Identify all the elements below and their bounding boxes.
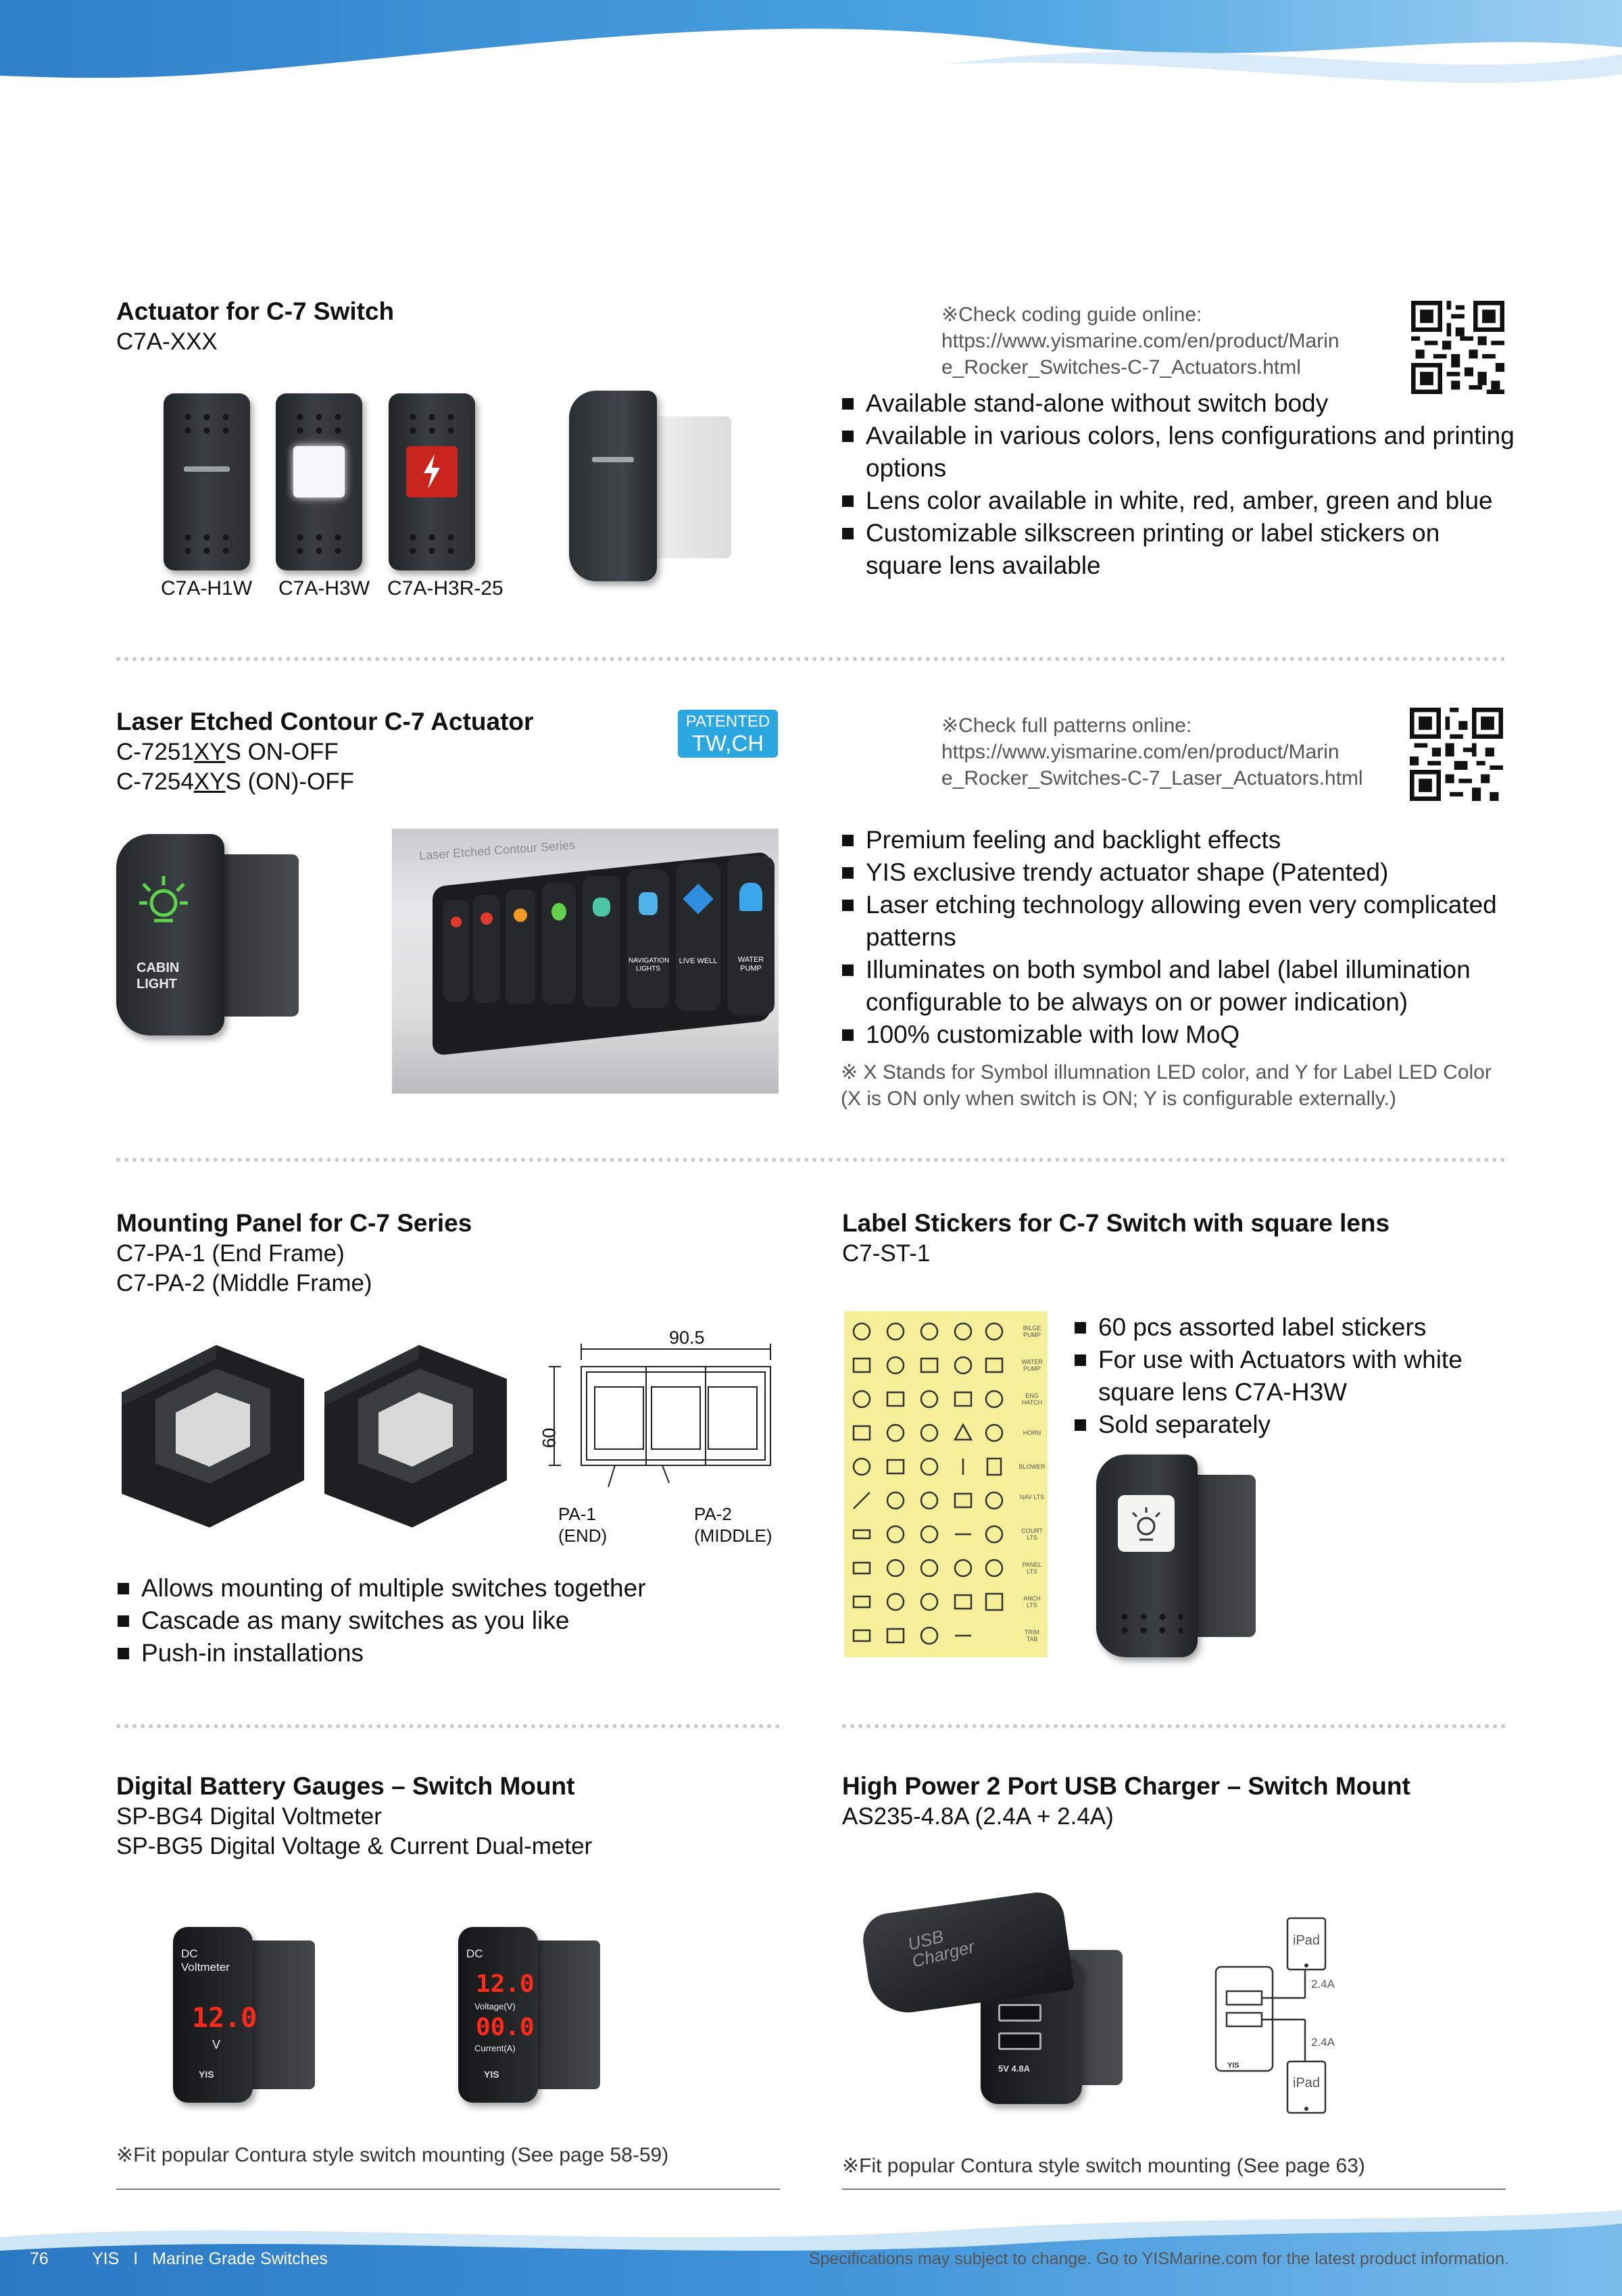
pa1-label	[558, 1503, 607, 1546]
sticker-label: PANEL LTS	[1022, 1561, 1042, 1575]
footer-brand-name: YIS	[92, 2249, 120, 2268]
caption-h3w: C7A-H3W	[278, 577, 370, 600]
gauge-text: Current(A)	[474, 2043, 516, 2053]
list-item: Sold separately	[1073, 1409, 1519, 1441]
section5-line1: SP-BG4 Digital Voltmeter	[116, 1803, 382, 1830]
list-item: Premium feeling and backlight effects	[841, 824, 1517, 856]
mounting-frames-image	[115, 1338, 527, 1541]
rule	[116, 2189, 780, 2190]
divider	[842, 1724, 1506, 1728]
section1-qr-note	[941, 301, 1340, 381]
section4-bullets	[1073, 1311, 1519, 1441]
footer-separator: I	[133, 2249, 139, 2268]
patented-badge	[678, 710, 778, 758]
cabin-light-icon	[137, 872, 191, 929]
list-item: Cascade as many switches as you like	[116, 1605, 792, 1637]
voltmeter-value: 12.0	[192, 2003, 257, 2034]
sticker-label: HORN	[1023, 1430, 1041, 1436]
actuator-h3r-image	[389, 393, 475, 570]
qr-note-line: ※Check coding guide online:	[941, 303, 1202, 326]
list-item: YIS exclusive trendy actuator shape (Patented)	[841, 856, 1517, 889]
list-item: 100% customizable with low MoQ	[841, 1019, 1517, 1051]
list-item: For use with Actuators with white square lens C7A-H3W	[1073, 1344, 1519, 1409]
amp-label: 2.4A	[1311, 1978, 1335, 1990]
divider	[116, 1158, 1506, 1162]
gauge-text: Voltmeter	[181, 1961, 230, 1974]
gauge-text: DC	[466, 1947, 483, 1960]
code-xy: XY	[193, 739, 226, 765]
code-prefix: C-7254	[116, 768, 194, 795]
footer-wave	[0, 2197, 1622, 2296]
sticker-label: BLOWER	[1018, 1463, 1046, 1470]
section3-title: Mounting Panel for C-7 Series	[116, 1209, 472, 1237]
laser-actuator-image	[116, 834, 300, 1037]
dim-height: 60	[539, 1427, 560, 1448]
actuator-side-view-image	[569, 391, 735, 581]
voltage-value: 12.0	[476, 1970, 535, 1998]
current-value: 00.0	[476, 2013, 535, 2041]
list-item: Push-in installations	[116, 1637, 792, 1669]
page-number: 76	[30, 2249, 49, 2268]
brand-logo: YIS	[1227, 2061, 1239, 2070]
panel-label: LIVE WELL	[679, 957, 718, 965]
section1-bullets	[841, 387, 1517, 582]
section4-title: Label Stickers for C-7 Switch with square lens	[842, 1209, 1390, 1237]
list-item: Customizable silkscreen printing or label stickers on square lens available	[841, 517, 1517, 582]
section2-qr-note	[941, 712, 1363, 791]
sticker-label: WATER PUMP	[1021, 1359, 1043, 1372]
section3-line1: C7-PA-1 (End Frame)	[116, 1240, 345, 1267]
brand-logo: YIS	[199, 2069, 214, 2080]
list-item: Available in various colors, lens configurations and printing options	[841, 420, 1517, 485]
panel-label: WATER PUMP	[737, 956, 764, 973]
dim-width: 90.5	[669, 1327, 705, 1348]
section1-code: C7A-XXX	[116, 328, 218, 355]
list-item: Illuminates on both symbol and label (label illumination configurable to be always on or power indication)	[841, 954, 1517, 1019]
section6-title: High Power 2 Port USB Charger – Switch Mount	[842, 1772, 1410, 1800]
switch-panel-photo	[392, 829, 779, 1094]
sticker-icons	[844, 1311, 1048, 1657]
label-sticker-sheet	[844, 1311, 1048, 1657]
footer-brand	[92, 2249, 328, 2269]
footnote-line: (X is ON only when switch is ON; Y is configurable externally.)	[841, 1088, 1396, 1110]
amp-label: 2.4A	[1311, 2036, 1335, 2049]
charger-cover-text: USB Charger	[906, 1926, 977, 1972]
pa2-label	[694, 1503, 772, 1546]
caption-h1w: C7A-H1W	[161, 577, 253, 600]
badge-line: PATENTED	[685, 712, 770, 731]
sticker-label: COURT LTS	[1021, 1528, 1043, 1541]
sticker-label: NAV LTS	[1019, 1494, 1045, 1500]
dual-meter-image	[458, 1927, 601, 2104]
code-suffix: S (ON)-OFF	[225, 768, 355, 795]
list-item: Lens color available in white, red, amber, green and blue	[841, 485, 1517, 517]
section3-line2: C7-PA-2 (Middle Frame)	[116, 1270, 372, 1296]
badge-line: TW,CH	[691, 731, 764, 756]
ipad-label: iPad	[1293, 2076, 1321, 2091]
sticker-label: BILGE PUMP	[1023, 1325, 1041, 1338]
section2-code2	[116, 767, 354, 797]
section5-line2: SP-BG5 Digital Voltage & Current Dual-meter	[116, 1833, 593, 1859]
rule	[842, 2189, 1506, 2190]
ipad-label: iPad	[1293, 1933, 1321, 1948]
usb-charger-image	[866, 1903, 1136, 2105]
list-item: Allows mounting of multiple switches together	[116, 1572, 792, 1605]
qr-code-icon	[1411, 301, 1504, 394]
divider	[116, 657, 1506, 661]
footer-section: Marine Grade Switches	[152, 2249, 328, 2268]
footer-disclaimer: Specifications may subject to change. Go to YISMarine.com for the latest product information.	[808, 2249, 1509, 2268]
sticker-label: ENG HATCH	[1021, 1392, 1043, 1406]
sticker-label: TRIM TAB	[1025, 1629, 1039, 1642]
pa2-sub: (MIDDLE)	[694, 1525, 772, 1546]
brand-logo: YIS	[484, 2069, 499, 2080]
light-icon	[1126, 1503, 1166, 1544]
divider	[116, 1724, 780, 1728]
actuator-h3w-image	[276, 393, 362, 570]
qr-note-line: https://www.yismarine.com/en/product/Marin	[941, 741, 1340, 763]
section2-code1	[116, 737, 339, 767]
section6-code: AS235-4.8A (2.4A + 2.4A)	[842, 1803, 1114, 1830]
voltmeter-image	[173, 1927, 316, 2104]
section4-code: C7-ST-1	[842, 1240, 931, 1267]
section6-note: ※Fit popular Contura style switch mounting (See page 63)	[842, 2155, 1365, 2177]
qr-note-line: https://www.yismarine.com/en/product/Marin	[941, 330, 1340, 352]
caption-h3r: C7A-H3R-25	[387, 577, 503, 600]
pa1-sub: (END)	[558, 1525, 608, 1546]
qr-code-icon	[1410, 708, 1503, 801]
list-item: 60 pcs assorted label stickers	[1073, 1311, 1519, 1344]
sticker-label: ANCH LTS	[1023, 1595, 1041, 1609]
qr-note-line: e_Rocker_Switches-C-7_Actuators.html	[941, 356, 1301, 378]
section1-title: Actuator for C-7 Switch	[116, 297, 395, 325]
white-lens-actuator-image	[1096, 1455, 1257, 1659]
gauge-text: DC	[181, 1947, 198, 1960]
lightning-icon	[418, 453, 445, 491]
section2-title: Laser Etched Contour C-7 Actuator	[116, 708, 534, 735]
list-item: Available stand-alone without switch body	[841, 387, 1517, 420]
actuator-h1w-image	[164, 393, 250, 570]
pa2-code: PA-2	[694, 1504, 732, 1524]
section2-footnote	[841, 1059, 1517, 1112]
section3-bullets	[116, 1572, 792, 1669]
rocker-label: CABIN LIGHT	[137, 960, 180, 992]
section5-title: Digital Battery Gauges – Switch Mount	[116, 1772, 575, 1800]
qr-note-line: ※Check full patterns online:	[941, 714, 1192, 737]
section2-bullets	[841, 824, 1517, 1051]
panel-series-label: Laser Etched Contour Series	[418, 837, 576, 863]
voltmeter-label	[181, 1947, 230, 1974]
charger-rating: 5V 4.8A	[998, 2063, 1030, 2074]
qr-note-line: e_Rocker_Switches-C-7_Laser_Actuators.html	[941, 767, 1363, 789]
code-prefix: C-7251	[116, 739, 194, 765]
code-suffix: S ON-OFF	[225, 739, 339, 765]
section5-note: ※Fit popular Contura style switch mounting (See page 58-59)	[116, 2144, 669, 2166]
panel-label: NAVIGATION LIGHTS	[629, 957, 670, 973]
gauge-text: Voltage(V)	[474, 2001, 516, 2011]
usb-port-diagram	[1213, 1917, 1355, 2116]
list-item: Laser etching technology allowing even very complicated patterns	[841, 889, 1517, 954]
code-xy: XY	[193, 768, 226, 795]
footnote-line: ※ X Stands for Symbol illumnation LED color, and Y for Label LED Color	[841, 1061, 1492, 1083]
pa1-code: PA-1	[558, 1504, 596, 1524]
voltmeter-unit: V	[212, 2038, 221, 2051]
header-wave	[0, 0, 1622, 95]
